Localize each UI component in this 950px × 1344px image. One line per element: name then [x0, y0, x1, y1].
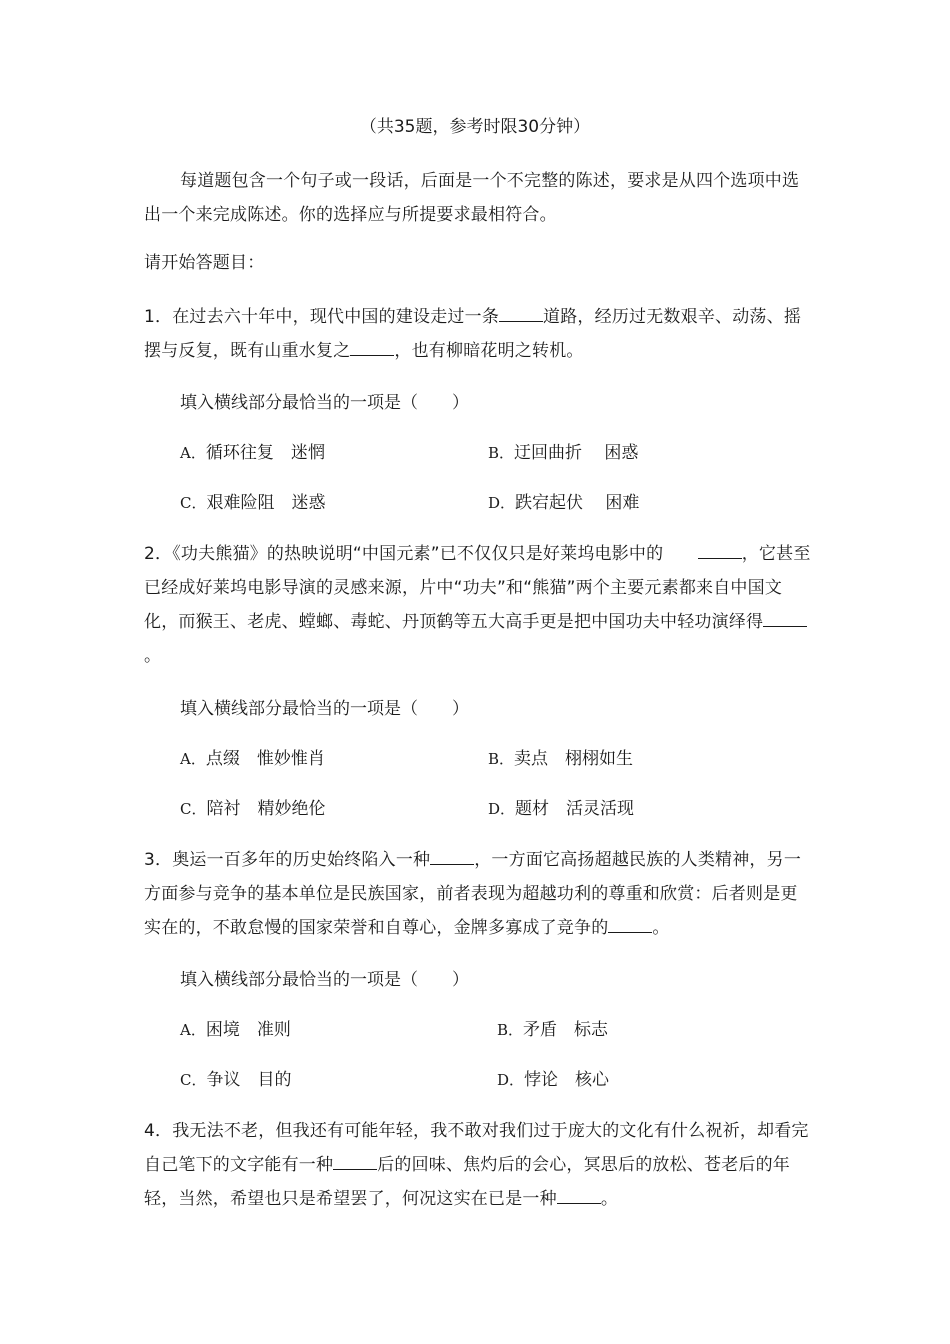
- question-number: 2．: [144, 544, 173, 564]
- option-d[interactable]: D．跌宕起伏 困难: [488, 493, 640, 513]
- option-a[interactable]: A．困境 准则: [180, 1020, 291, 1040]
- question-number: 3．: [144, 850, 173, 870]
- start-label: 请开始答题目：: [144, 253, 265, 273]
- option-a[interactable]: A．点缀 惟妙惟肖: [180, 749, 325, 769]
- option-b[interactable]: B．卖点 栩栩如生: [488, 749, 634, 769]
- answer-blank: [350, 337, 394, 356]
- instructions-paragraph: 每道题包含一个句子或一段话，后面是一个不完整的陈述，要求是从四个选项中选出一个来完成陈述。你的选择应与所提要求最相符合。: [144, 171, 800, 225]
- question-number: 4．: [144, 1121, 173, 1141]
- answer-blank: [698, 540, 742, 559]
- option-c[interactable]: C．陪衬 精妙绝伦: [180, 799, 326, 819]
- option-c[interactable]: C．艰难险阻 迷惑: [180, 493, 326, 513]
- question-prompt: 填入横线部分最恰当的一项是（ ）: [180, 393, 469, 413]
- answer-blank: [499, 303, 543, 322]
- question-number: 1．: [144, 307, 173, 327]
- answer-blank: [608, 914, 652, 933]
- option-d[interactable]: D．悖论 核心: [497, 1070, 610, 1090]
- answer-blank: [763, 608, 807, 627]
- question-1-text: 1．在过去六十年中，现代中国的建设走过一条 道路，经历过无数艰辛、动荡、摇摆与反复，既有山重水复之 ，也有柳暗花明之转机。: [144, 300, 814, 368]
- answer-blank: [333, 1151, 377, 1170]
- question-prompt: 填入横线部分最恰当的一项是（ ）: [180, 970, 469, 990]
- option-b[interactable]: B．矛盾 标志: [497, 1020, 609, 1040]
- option-a[interactable]: A．循环往复 迷惘: [180, 443, 325, 463]
- question-prompt: 填入横线部分最恰当的一项是（ ）: [180, 699, 469, 719]
- answer-blank: [557, 1185, 601, 1204]
- answer-blank: [430, 846, 474, 865]
- option-c[interactable]: C．争议 目的: [180, 1070, 292, 1090]
- question-3-text: 3．奥运一百多年的历史始终陷入一种 ，一方面它高扬超越民族的人类精神，另一方面参与竞争的基本单位是民族国家，前者表现为超越功利的尊重和欣赏：后者则是更实在的，不敢怠慢的国家荣誉和自尊心，金牌多寡成了竞争的 。: [144, 843, 814, 945]
- question-2-text: 2．《功夫熊猫》的热映说明“中国元素”已不仅仅只是好莱坞电影中的 ，它甚至已经成好莱坞电影导演的灵感来源，片中“功夫”和“熊猫”两个主要元素都来自中国文化，而猴王、老虎、螳螂、毒蛇、丹顶鹤等五大高手更是把中国功夫中轻功演绎得。: [144, 537, 814, 673]
- option-b[interactable]: B．迂回曲折 困惑: [488, 443, 639, 463]
- test-subtitle: （共35题，参考时限30分钟）: [359, 117, 591, 137]
- option-d[interactable]: D．题材 活灵活现: [488, 799, 635, 819]
- question-4-text: 4．我无法不老，但我还有可能年轻，我不敢对我们过于庞大的文化有什么祝祈，却看完自己笔下的文字能有一种 后的回味、焦灼后的会心，冥思后的放松、苍老后的年轻，当然，希望也只是希望罢了，何况这实在已是一种 。: [144, 1121, 809, 1209]
